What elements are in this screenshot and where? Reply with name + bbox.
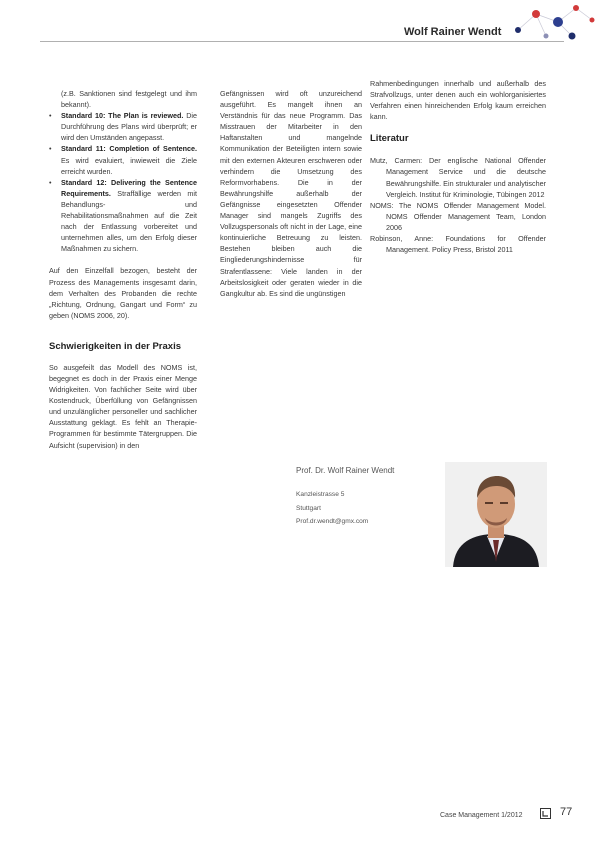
column-3 (370, 78, 546, 255)
column-2 (220, 88, 362, 299)
author-name: Prof. Dr. Wolf Rainer Wendt (296, 466, 395, 475)
author-email: Prof.dr.wendt@gmx.com (296, 518, 369, 525)
footer-journal: Case Management 1/2012 (440, 812, 523, 819)
page-number: 77 (560, 806, 573, 818)
body-paragraph: Gefängnissen wird oft unzureichend ausgeführt. Es mangelt ihnen an Verständnis für das neue Programm. Das Misstrauen der Mitarbeiter in den Haftanstalten und mangelnde Kommunikation der Beteiligten intern sowie mit den externen Akteuren erschweren oder verhindern die Umsetzung des Reformvorhabens. Die in der Bewährungshilfe außerhalb der Gefängnisse eingesetzten Offender Manager sind mangels Zugriffs des Vollzugspersonals oft nicht in der Lage, eine kontinuierliche Betreuung zu leisten. Bestehen bleiben auch die Eingliederungshindernisse für Strafentlassene: Viele landen in der Arbeitslosigkeit oder geraten wieder in die Gangkultur ab. Es sind die ungünstigen (220, 89, 362, 298)
list-item: • Standard 12: Delivering the Sentence Requirements. Straffällige werden mit Behandlungs- und Rehabilitationsmaßnahmen auf die Zeit nach der Entlassung vorbereitet und unternehmen alles, um den Erfolg dieser Maßnahmen zu sichern. (49, 177, 197, 254)
standard-text: Straffällige werden mit Behandlungs- und Rehabilitationsmaßnahmen auf die Zeit nach der Entlassung vorbereitet und unternehmen alles, um den Erfolg dieser Maßnahmen zu sichern. (61, 188, 197, 254)
header-rule (40, 41, 564, 42)
molecule-graphic-icon (506, 0, 596, 46)
literature-entry: NOMS: The NOMS Offender Management Model. NOMS Offender Management Team, London 2006 (370, 200, 546, 232)
literature-heading: Literatur (370, 133, 409, 145)
body-paragraph: Auf den Einzelfall bezogen, besteht der Prozess des Managements insgesamt darin, dem Verhalten des Probanden die rechte „Richtung, Ordnung, Gangart und Form“ zu geben (NOMS 2006, 20). (49, 266, 197, 320)
literature-entry: Robinson, Anne: Foundations for Offender Management. Policy Press, Bristol 2011 (370, 234, 546, 255)
literature-entry: Mutz, Carmen: Der englische National Offender Management Service und die deutsche Bewährungshilfe. Ein strukturaler und analytischer Vergleich. Institut für Kriminologie, Tübingen 2012 (370, 156, 546, 199)
standard-text: Es wird evaluiert, inwieweit die Ziele erreicht wurden. (61, 155, 197, 176)
body-paragraph: Rahmenbedingungen innerhalb und außerhalb des Strafvollzugs, unter denen auch ein wohlorganisiertes Verfahren einen hinreichenden Erfolg kaum erreichen kann. (370, 79, 546, 122)
standard-title: Standard 11: Completion of Sentence. (61, 144, 197, 154)
standard-title: Standard 12: Delivering the Sentence Requirements. (61, 177, 197, 198)
list-item: • Standard 10: The Plan is reviewed. Die Durchführung des Plans wird überprüft; er wird den Umständen angepasst. (49, 111, 197, 143)
list-item: (z.B. Sanktionen sind festgelegt und ihm bekannt). (61, 89, 197, 110)
body-paragraph: So ausgefeilt das Modell des NOMS ist, begegnet es doch in der Praxis einer Menge Widrigkeiten. Von fachlicher Seite wird über Kostendruck, Überfüllung von Gefängnissen und unzulänglicher personeller und sachlicher Ausstattung geklagt. Es fehlt an Therapie-Programmen für bestimmte Tätergruppen. Die Aufsicht (supervision) in den (49, 362, 197, 450)
author-city: Stuttgart (296, 505, 321, 512)
header-author: Wolf Rainer Wendt (404, 26, 502, 38)
section-heading: Schwierigkeiten in der Praxis (49, 340, 181, 352)
column-1 (49, 88, 197, 451)
standard-title: Standard 10: The Plan is reviewed. (61, 111, 184, 121)
standard-text: Die Durchführung des Plans wird überprüft; er wird den Umständen angepasst. (61, 111, 197, 143)
author-photo (445, 462, 547, 567)
author-street: Kanzleistrasse 5 (296, 491, 345, 498)
list-item: • Standard 11: Completion of Sentence. Es wird evaluiert, inwieweit die Ziele erreicht wurden. (49, 144, 197, 176)
journal-logo-icon (540, 808, 551, 819)
